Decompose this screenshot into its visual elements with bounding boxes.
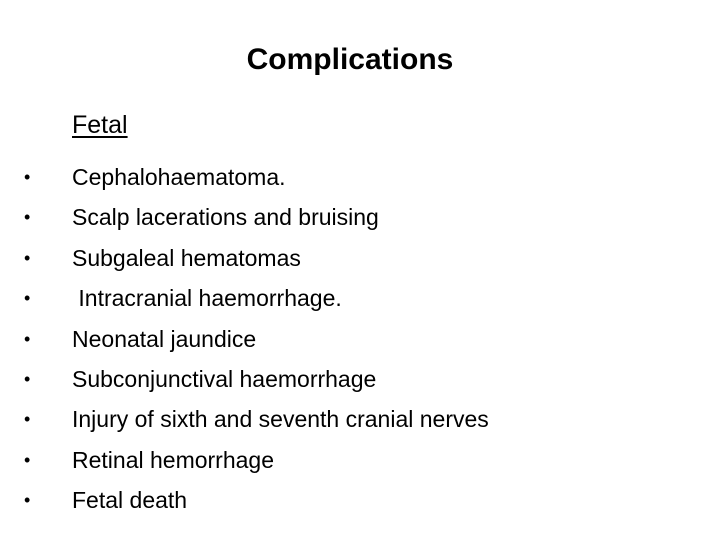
- list-item-text: Subconjunctival haemorrhage: [72, 365, 377, 392]
- list-item-text: Neonatal jaundice: [72, 325, 257, 352]
- complication-list: [24, 157, 489, 521]
- list-item: [24, 278, 342, 318]
- list-item: [24, 319, 257, 359]
- list-item-text: Scalp lacerations and bruising: [72, 204, 379, 231]
- list-item-text: Subgaleal hematomas: [72, 244, 301, 271]
- bullet-icon: •: [24, 409, 31, 430]
- slide-title: Complications: [246, 43, 454, 76]
- list-item-text: Cephalohaematoma.: [72, 164, 286, 190]
- list-item: [24, 399, 489, 439]
- bullet-icon: •: [24, 167, 31, 187]
- list-item: [24, 157, 286, 197]
- bullet-icon: •: [24, 449, 31, 470]
- list-item-text: Fetal death: [72, 487, 188, 514]
- bullet-icon: •: [24, 490, 31, 511]
- list-item: [24, 359, 377, 399]
- list-item: [24, 480, 188, 520]
- bullet-icon: •: [24, 247, 31, 268]
- bullet-icon: •: [24, 328, 31, 349]
- bullet-icon: •: [24, 207, 31, 228]
- list-item-text: Retinal hemorrhage: [72, 446, 275, 473]
- list-item-text: Injury of sixth and seventh cranial nerves: [72, 406, 489, 433]
- bullet-icon: •: [24, 288, 31, 309]
- section-heading-fetal: Fetal: [72, 111, 128, 139]
- list-item: [24, 238, 301, 278]
- list-item-text: Intracranial haemorrhage.: [72, 285, 342, 312]
- list-item: [24, 197, 379, 237]
- bullet-icon: •: [24, 368, 31, 389]
- list-item: [24, 440, 275, 480]
